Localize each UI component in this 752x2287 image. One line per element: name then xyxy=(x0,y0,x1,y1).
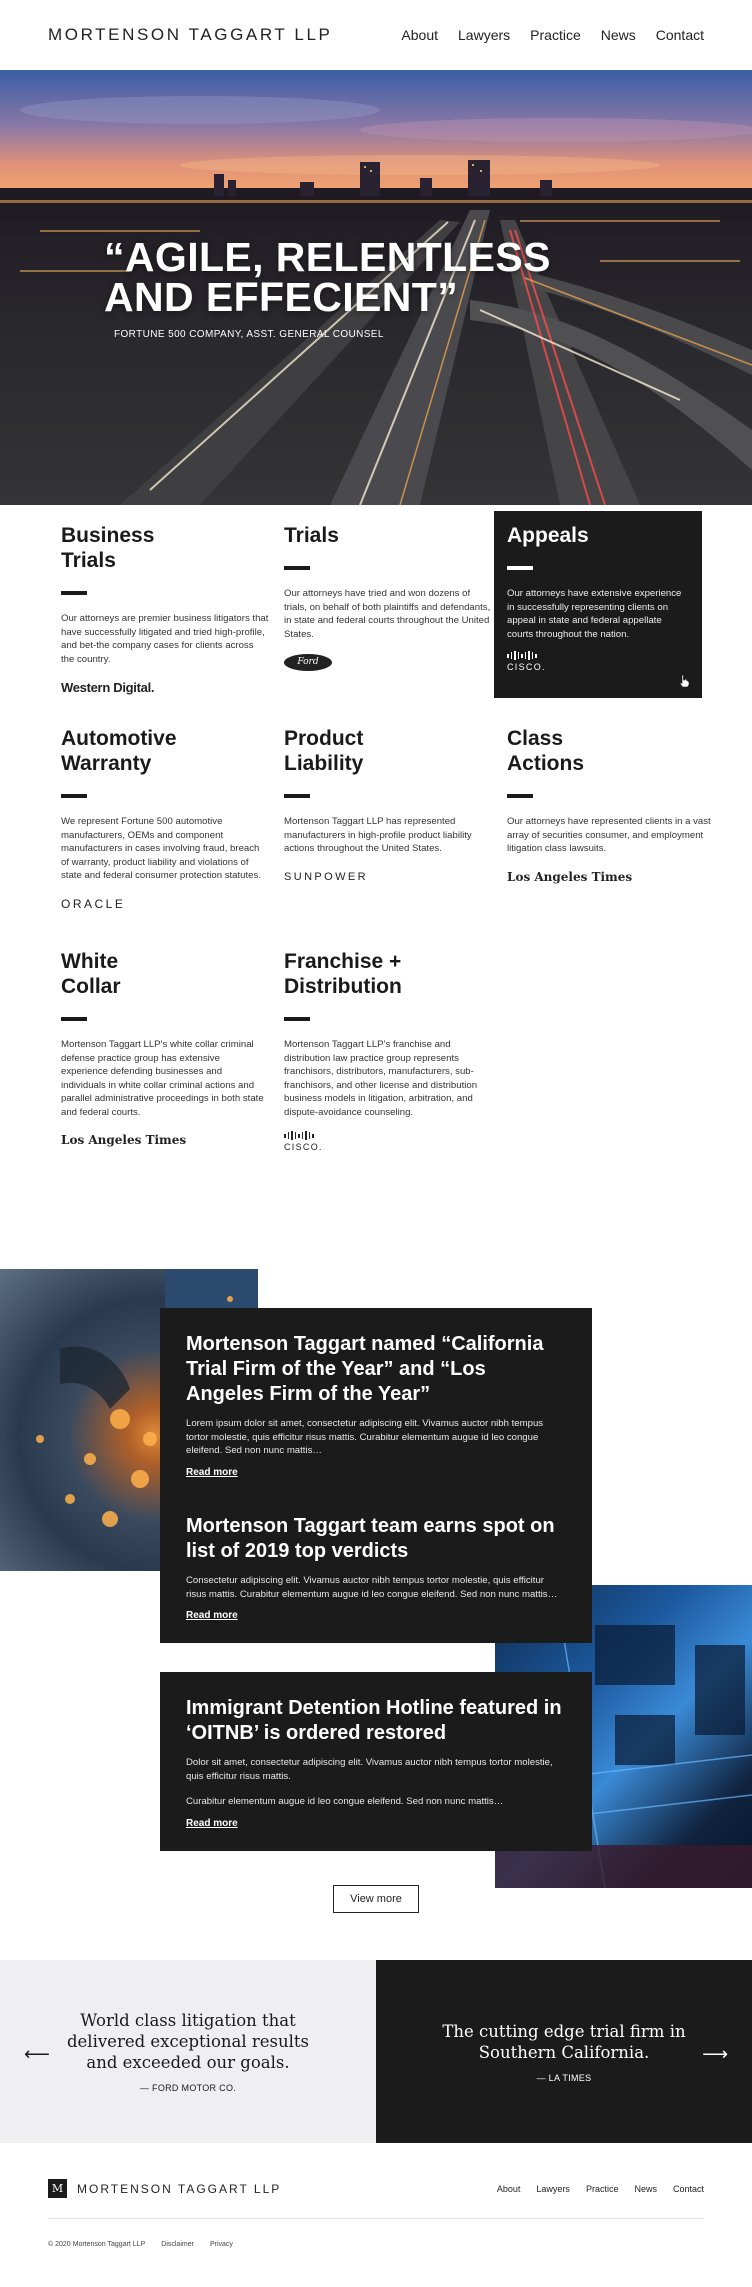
card-divider xyxy=(61,1017,87,1021)
card-title-line-1: Automotive xyxy=(61,727,177,750)
card-description: Our attorneys have tried and won dozens of trials, on behalf of both plaintiffs and defendants, in state and federal courts throughout the United States. xyxy=(284,588,491,640)
oracle-logo: ORACLE xyxy=(61,896,126,911)
practice-card-class-actions[interactable] xyxy=(507,726,715,886)
testimonial-source: — LA TIMES xyxy=(536,2072,592,2083)
card-divider xyxy=(61,794,87,798)
testimonial-source: — FORD MOTOR CO. xyxy=(139,2083,237,2093)
cisco-bars-icon xyxy=(284,1131,314,1140)
testimonial-ford xyxy=(0,1960,376,2143)
nav-contact[interactable]: Contact xyxy=(655,27,704,43)
footer-legal xyxy=(48,2241,704,2248)
ford-logo: Ford xyxy=(284,654,332,671)
footer-brand[interactable] xyxy=(48,2179,281,2198)
testimonials-section xyxy=(0,1960,752,2143)
footer-nav xyxy=(497,2184,704,2194)
practice-card-trials[interactable] xyxy=(284,523,492,671)
card-divider xyxy=(507,566,533,570)
news-excerpt: Consectetur adipiscing elit. Vivamus auctor nibh tempus tortor molestie, quis efficitur risus mattis. Curabitur elementum augue id leo congue eleifend. Sed non nunc mattis… xyxy=(186,1575,558,1600)
news-excerpt: Lorem ipsum dolor sit amet, consectetur adipiscing elit. Vivamus auctor nibh tempus tortor molestie, quis efficitur risus mattis. Curabitur elementum augue id leo congue eleifend. Sed non nunc mattis… xyxy=(186,1418,544,1456)
arrow-right-icon[interactable]: ⟶ xyxy=(702,2044,728,2064)
client-logo-la-times xyxy=(61,1131,269,1149)
nav-practice[interactable]: Practice xyxy=(530,27,581,43)
quote-line-2: delivered exceptional results xyxy=(66,2032,309,2051)
client-logo-western-digital xyxy=(61,678,269,696)
copyright: © 2020 Mortenson Taggart LLP xyxy=(48,2241,146,2248)
hero-attribution: FORTUNE 500 COMPANY, ASST. GENERAL COUNSEL xyxy=(114,329,384,340)
cisco-logo xyxy=(284,1131,492,1155)
footer-nav-contact[interactable]: Contact xyxy=(672,2183,704,2194)
footer-nav-news[interactable]: News xyxy=(634,2183,657,2194)
card-title xyxy=(284,949,492,999)
card-title xyxy=(61,949,269,999)
card-title-line-1: Business xyxy=(61,524,155,547)
quote-line-2: Southern California. xyxy=(478,2042,650,2062)
site-logo[interactable]: MORTENSON TAGGART LLP xyxy=(48,25,333,44)
card-title-line-2: Warranty xyxy=(61,752,152,775)
cisco-wordmark: CISCO. xyxy=(507,662,546,672)
privacy-link[interactable]: Privacy xyxy=(209,2241,233,2248)
card-title xyxy=(61,523,269,573)
cisco-logo xyxy=(507,651,689,672)
card-description: Our attorneys have represented clients in a vast array of securities consumer, and employment litigation class lawsuits. xyxy=(507,816,711,854)
card-title-line-1: White xyxy=(61,950,119,973)
hero-quote-line-2: AND EFFECIENT” xyxy=(104,274,459,320)
footer-nav-about[interactable]: About xyxy=(496,2183,521,2194)
card-title-line-1: Class xyxy=(507,727,564,750)
card-divider xyxy=(284,566,310,570)
card-description: Our attorneys have extensive experience in successfully representing clients on appeal in state and federal appellate courts throughout the nation. xyxy=(507,588,682,640)
card-title-line-2: Collar xyxy=(61,975,121,998)
quote-line-3: and exceeded our goals. xyxy=(86,2053,290,2072)
card-description: Our attorneys are premier business litigators that have successfully litigated and tried high-profile, and bet-the company cases for clients across the country. xyxy=(61,613,269,665)
hero-quote xyxy=(104,234,551,320)
card-divider xyxy=(284,794,310,798)
quote-line-1: World class litigation that xyxy=(80,2011,296,2030)
footer-nav-practice[interactable]: Practice xyxy=(585,2183,619,2194)
practice-areas xyxy=(0,505,752,1220)
view-more-button[interactable]: View more xyxy=(333,1885,419,1913)
card-title-line-1: Trials xyxy=(284,524,339,547)
footer-logo-mark-icon: M xyxy=(48,2179,67,2198)
footer-nav-lawyers[interactable]: Lawyers xyxy=(536,2183,570,2194)
testimonial-la-times xyxy=(376,1960,752,2143)
card-description: Mortenson Taggart LLP’s white collar criminal defense practice group has extensive experience defending businesses and individuals in white collar criminal actions and parallel administrative proceedings in both state and federal courts. xyxy=(61,1039,264,1118)
practice-card-business-trials[interactable] xyxy=(61,523,269,696)
card-title-line-1: Appeals xyxy=(507,524,589,547)
client-logo-ford xyxy=(284,653,492,671)
nav-news[interactable]: News xyxy=(600,27,636,43)
news-card-3 xyxy=(160,1672,592,1851)
card-title xyxy=(284,523,492,548)
card-description: We represent Fortune 500 automotive manufacturers, OEMs and component manufacturers in cases involving fraud, breach of warranty, product liability and violations of state and federal consumer protection statutes. xyxy=(61,816,261,881)
footer-top xyxy=(48,2143,704,2198)
card-divider xyxy=(507,794,533,798)
news-title[interactable]: Mortenson Taggart named “California Trial Firm of the Year” and “Los Angeles Firm of the Year” xyxy=(186,1333,544,1405)
la-times-logo: Los Angeles Times xyxy=(507,869,633,884)
sunpower-logo: SUNPOWER xyxy=(284,870,368,883)
card-title-line-2: Distribution xyxy=(284,975,402,998)
cisco-wordmark: CISCO. xyxy=(284,1142,323,1152)
news-excerpt: Dolor sit amet, consectetur adipiscing elit. Vivamus auctor nibh tempus tortor molestie, quis efficitur risus mattis. xyxy=(186,1757,553,1782)
card-title xyxy=(61,726,269,776)
western-digital-logo: Western Digital. xyxy=(61,679,155,695)
disclaimer-link[interactable]: Disclaimer xyxy=(161,2241,194,2248)
main-nav xyxy=(401,27,704,43)
read-more-link[interactable]: Read more xyxy=(186,1610,238,1621)
card-description: Mortenson Taggart LLP’s franchise and distribution law practice group represents franchisors, distributors, manufacturers, sub-franchisors, and other license and distribution business models in litigation, arbitration, and dispute-avoidance counseling. xyxy=(284,1039,478,1118)
site-footer xyxy=(0,2143,752,2275)
quote-line-1: The cutting edge trial firm in xyxy=(442,2021,686,2041)
news-card-2 xyxy=(160,1490,592,1643)
read-more-link[interactable]: Read more xyxy=(186,1817,238,1829)
read-more-link[interactable]: Read more xyxy=(186,1466,238,1478)
news-title[interactable]: Immigrant Detention Hotline featured in ‘OITNB’ is ordered restored xyxy=(186,1697,562,1744)
card-title xyxy=(507,523,689,548)
site-header xyxy=(0,0,752,70)
card-title-line-1: Franchise + xyxy=(284,950,402,973)
testimonial-quote xyxy=(442,2021,685,2063)
footer-logo: MORTENSON TAGGART LLP xyxy=(77,2181,282,2196)
client-logo-la-times xyxy=(507,868,715,886)
client-logo-sunpower xyxy=(284,868,492,886)
practice-card-appeals[interactable] xyxy=(494,511,702,698)
practice-card-white-collar[interactable] xyxy=(61,949,269,1149)
footer-divider xyxy=(48,2218,704,2219)
practice-card-product-liability[interactable] xyxy=(284,726,492,886)
card-title xyxy=(507,726,715,776)
hand-cursor-icon xyxy=(678,674,690,688)
card-divider xyxy=(284,1017,310,1021)
hero-banner xyxy=(0,70,752,505)
news-title[interactable]: Mortenson Taggart team earns spot on list of 2019 top verdicts xyxy=(186,1515,555,1562)
card-description: Mortenson Taggart LLP has represented manufacturers in high-profile product liability actions throughout the United States. xyxy=(284,816,472,854)
client-logo-oracle xyxy=(61,895,269,913)
testimonial-quote xyxy=(67,2010,309,2073)
news-card-1 xyxy=(160,1308,592,1500)
cisco-bars-icon xyxy=(507,651,537,660)
practice-card-franchise-distribution[interactable] xyxy=(284,949,492,1155)
news-excerpt-2: Curabitur elementum augue id leo congue eleifend. Sed non nunc mattis… xyxy=(186,1796,504,1807)
card-title-line-2: Trials xyxy=(61,549,116,572)
card-title xyxy=(284,726,492,776)
card-title-line-2: Actions xyxy=(507,752,585,775)
hero-quote-block xyxy=(104,234,551,340)
card-title-line-1: Product xyxy=(284,727,364,750)
arrow-left-icon[interactable]: ⟵ xyxy=(24,2044,50,2064)
nav-about[interactable]: About xyxy=(401,27,439,43)
card-divider xyxy=(61,591,87,595)
news-section xyxy=(0,1220,752,1960)
la-times-logo: Los Angeles Times xyxy=(61,1133,187,1147)
nav-lawyers[interactable]: Lawyers xyxy=(458,27,511,43)
hero-quote-line-1: “AGILE, RELENTLESS xyxy=(104,234,551,280)
card-title-line-2: Liability xyxy=(284,752,364,775)
practice-card-automotive-warranty[interactable] xyxy=(61,726,269,913)
